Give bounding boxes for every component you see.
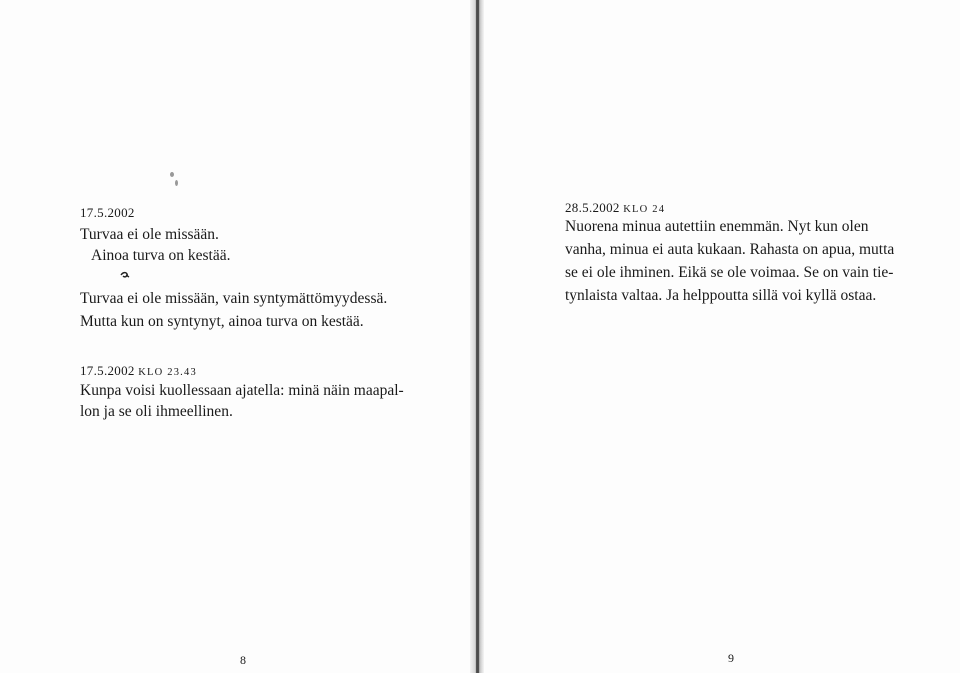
print-speck xyxy=(170,172,174,177)
left-page xyxy=(0,0,470,673)
entry-time: KLO 23.43 xyxy=(138,367,197,378)
fleuron-ornament-icon xyxy=(120,271,130,279)
page-number: 9 xyxy=(728,651,734,665)
prose-line: tynlaista valtaa. Ja helppoutta sillä voi kyllä ostaa. xyxy=(565,287,877,304)
prose-line: Kunpa voisi kuollessaan ajatella: minä näin maapal- xyxy=(80,382,404,399)
gutter-shadow xyxy=(476,0,479,673)
entry-date-value: 17.5.2002 xyxy=(80,363,135,378)
right-page xyxy=(484,0,960,673)
page-number: 8 xyxy=(240,653,246,667)
prose-line: se ei ole ihminen. Eikä se ole voimaa. Se on vain tie- xyxy=(565,264,894,281)
entry-date xyxy=(80,363,197,379)
poem-line: Ainoa turva on kestää. xyxy=(91,247,231,264)
poem-line: Turvaa ei ole missään. xyxy=(80,226,219,243)
print-speck xyxy=(175,180,178,186)
poem-line: Turvaa ei ole missään, vain syntymättömyydessä. xyxy=(80,290,388,307)
prose-line: Nuorena minua autettiin enemmän. Nyt kun olen xyxy=(565,218,869,235)
entry-date xyxy=(80,205,135,221)
prose-line: vanha, minua ei auta kukaan. Rahasta on apua, mutta xyxy=(565,241,895,258)
entry-date-value: 28.5.2002 xyxy=(565,200,620,215)
entry-date-value: 17.5.2002 xyxy=(80,205,135,220)
poem-line: Mutta kun on syntynyt, ainoa turva on kestää. xyxy=(80,313,364,330)
prose-line: lon ja se oli ihmeellinen. xyxy=(80,403,233,420)
entry-time: KLO 24 xyxy=(623,204,666,215)
entry-date xyxy=(565,200,665,216)
